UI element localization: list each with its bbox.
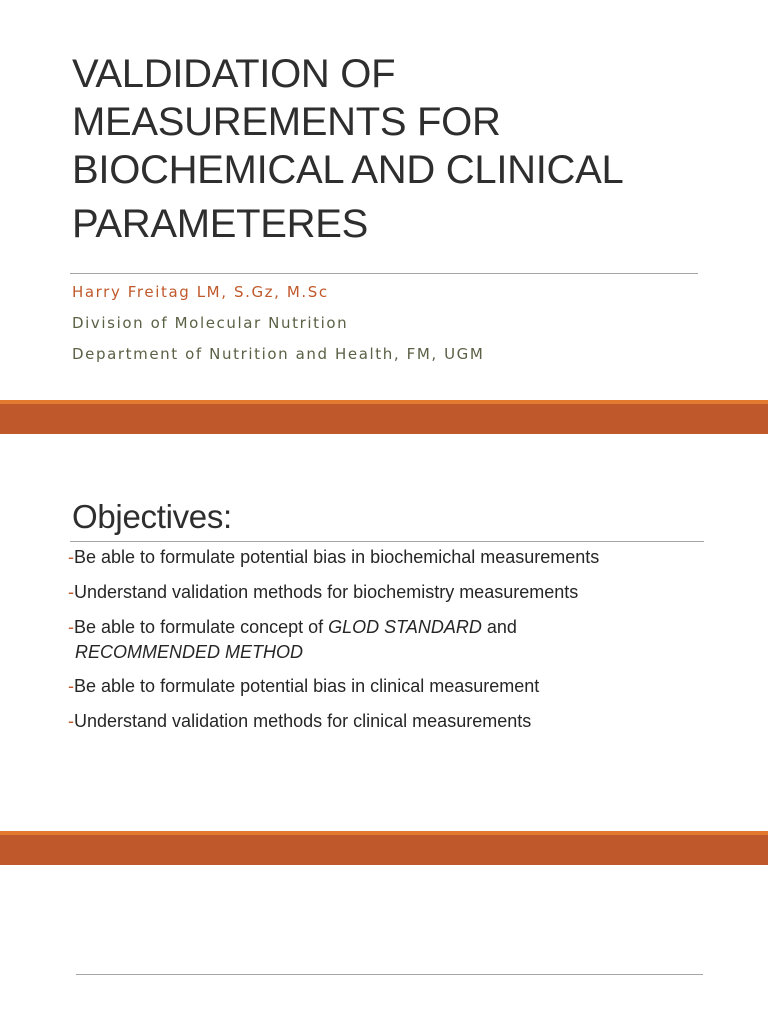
objective-text: Be able to formulate concept of [74,617,329,637]
department-name: Department of Nutrition and Health, FM, UGM [72,345,485,363]
objectives-divider [70,541,704,542]
division-name: Division of Molecular Nutrition [72,314,349,332]
objective-item [68,580,708,605]
objective-text: Understand validation methods for biochemistry measurements [74,582,579,602]
bullet-dash: - [68,711,74,731]
author-name: Harry Freitag LM, S.Gz, M.Sc [72,283,329,301]
objective-text: Be able to formulate potential bias in clinical measurement [74,676,540,696]
objective-emphasis: RECOMMENDED METHOD [75,642,303,662]
next-slide-divider [76,974,703,975]
title-line-1: VALDIDATION OF [72,52,396,96]
objectives-heading: Objectives: [72,498,232,535]
title-divider [70,273,698,274]
objective-item [68,674,708,699]
objective-text: Be able to formulate potential bias in biochemichal measurements [74,547,600,567]
title-line-4: PARAMETERES [72,202,369,246]
objective-item [68,709,708,734]
slide1-title [72,50,732,248]
bullet-dash: - [68,582,74,602]
slide-separator-bar [0,400,768,434]
bullet-dash: - [68,617,74,637]
bullet-dash: - [68,547,74,567]
objective-item [68,545,708,570]
title-line-2: MEASUREMENTS FOR [72,100,501,144]
bullet-dash: - [68,676,74,696]
objective-item [68,615,708,665]
objective-text: and [481,617,517,637]
slide-separator-bar [0,831,768,865]
objective-text: Understand validation methods for clinical measurements [74,711,532,731]
objective-emphasis: GLOD STANDARD [328,617,482,637]
title-line-3: BIOCHEMICAL AND CLINICAL [72,148,624,192]
